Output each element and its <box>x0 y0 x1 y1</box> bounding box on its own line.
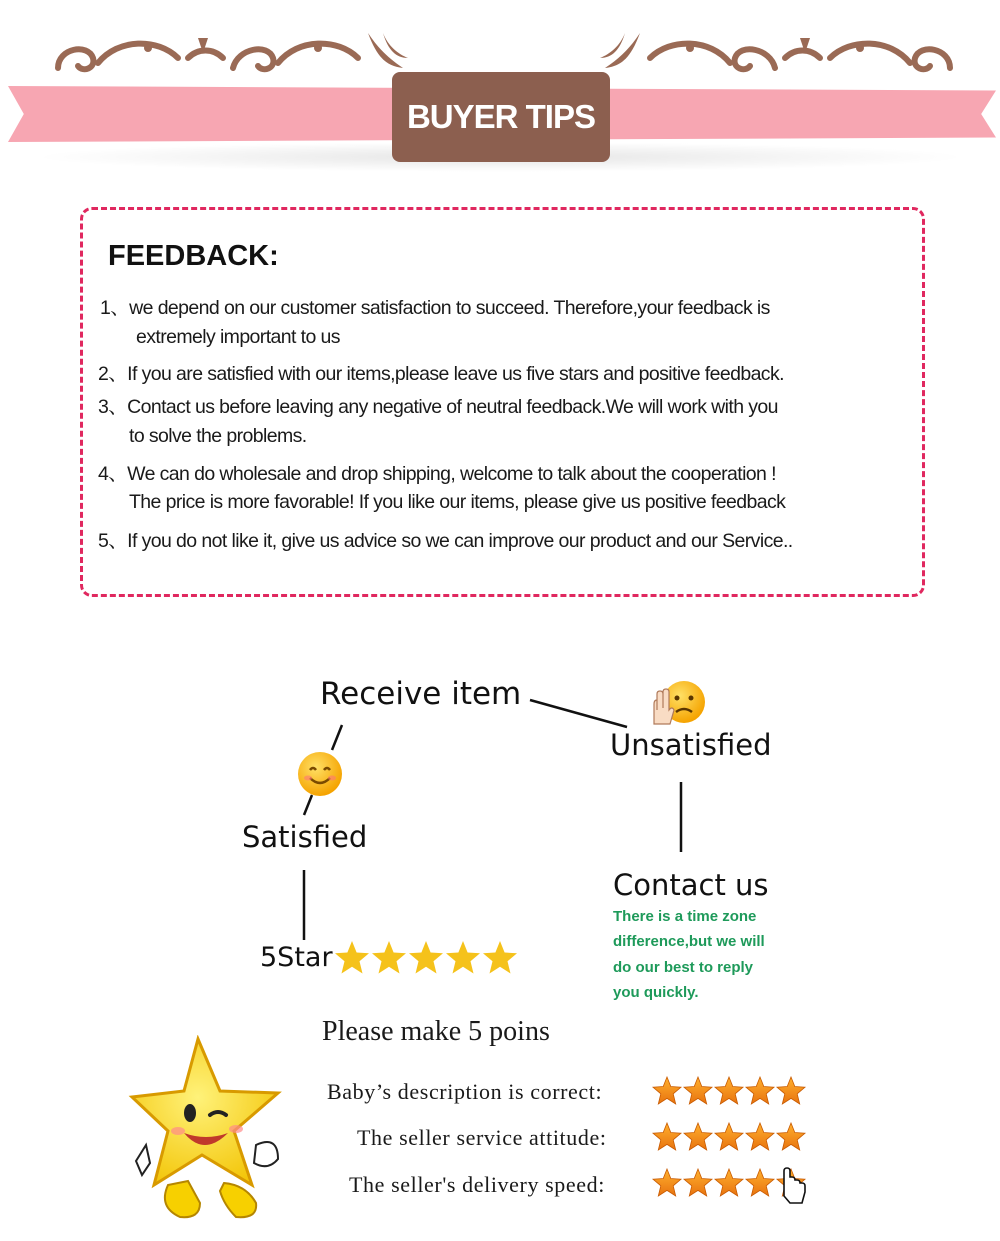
gold-star-icon <box>446 941 480 974</box>
unsatisfied-label: Unsatisfied <box>610 728 772 762</box>
rating-star-icon <box>746 1123 774 1150</box>
contact-note-line-4: you quickly. <box>613 984 699 1001</box>
rating-star-icon <box>777 1077 805 1104</box>
rating-star-icon <box>777 1123 805 1150</box>
smiley-icon <box>296 750 344 798</box>
five-star-label: 5Star <box>260 942 333 973</box>
rating-star-icon <box>684 1123 712 1150</box>
gold-star-icon <box>372 941 406 974</box>
rating-star-icon <box>715 1077 743 1104</box>
ratings-heading: Please make 5 poins <box>322 1016 550 1047</box>
feedback-line-2: 2、If you are satisfied with our items,please leave us five stars and positive feedback. <box>98 363 784 385</box>
receive-item-label: Receive item <box>320 676 522 712</box>
feedback-line-4-cont: The price is more favorable! If you like our items, please give us positive feedback <box>129 491 786 513</box>
contact-note-line-3: do our best to reply <box>613 959 754 976</box>
rating-star-icon <box>684 1077 712 1104</box>
rating-star-icon <box>684 1169 712 1196</box>
gold-star-icon <box>335 941 369 974</box>
rating-star-icon <box>715 1123 743 1150</box>
rating-star-icon <box>653 1169 681 1196</box>
rating-label-service: The seller service attitude: <box>357 1125 607 1150</box>
rating-star-icon <box>715 1169 743 1196</box>
rating-label-delivery: The seller's delivery speed: <box>349 1172 605 1197</box>
gold-star-icon <box>409 941 443 974</box>
feedback-line-1: 1、we depend on our customer satisfaction to succeed. Therefore,your feedback is <box>100 297 770 319</box>
rating-star-icon <box>653 1077 681 1104</box>
contact-us-label: Contact us <box>613 868 769 902</box>
hand-cursor-icon <box>784 1168 805 1203</box>
feedback-line-4: 4、We can do wholesale and drop shipping, welcome to talk about the cooperation ! <box>98 463 776 485</box>
rating-star-icon <box>746 1169 774 1196</box>
feedback-line-3: 3、Contact us before leaving any negative of neutral feedback.We will work with you <box>98 396 778 418</box>
rating-stars-grid <box>650 1076 810 1206</box>
feedback-title: FEEDBACK: <box>108 240 279 272</box>
sad-face-icon <box>650 680 708 728</box>
star-mascot-icon <box>128 1035 298 1225</box>
rating-label-description: Baby’s description is correct: <box>327 1079 603 1104</box>
rating-star-icon <box>746 1077 774 1104</box>
satisfied-label: Satisfied <box>242 820 368 854</box>
five-star-rating <box>334 940 524 976</box>
rating-star-icon <box>653 1123 681 1150</box>
contact-note-line-2: difference,but we will <box>613 933 765 950</box>
page-title: BUYER TIPS <box>406 98 596 135</box>
gold-star-icon <box>483 941 517 974</box>
contact-note-line-1: There is a time zone <box>613 908 757 925</box>
feedback-line-3-cont: to solve the problems. <box>129 425 307 447</box>
feedback-line-5: 5、If you do not like it, give us advice so we can improve our product and our Service.. <box>98 530 793 552</box>
feedback-line-1-cont: extremely important to us <box>136 326 340 348</box>
